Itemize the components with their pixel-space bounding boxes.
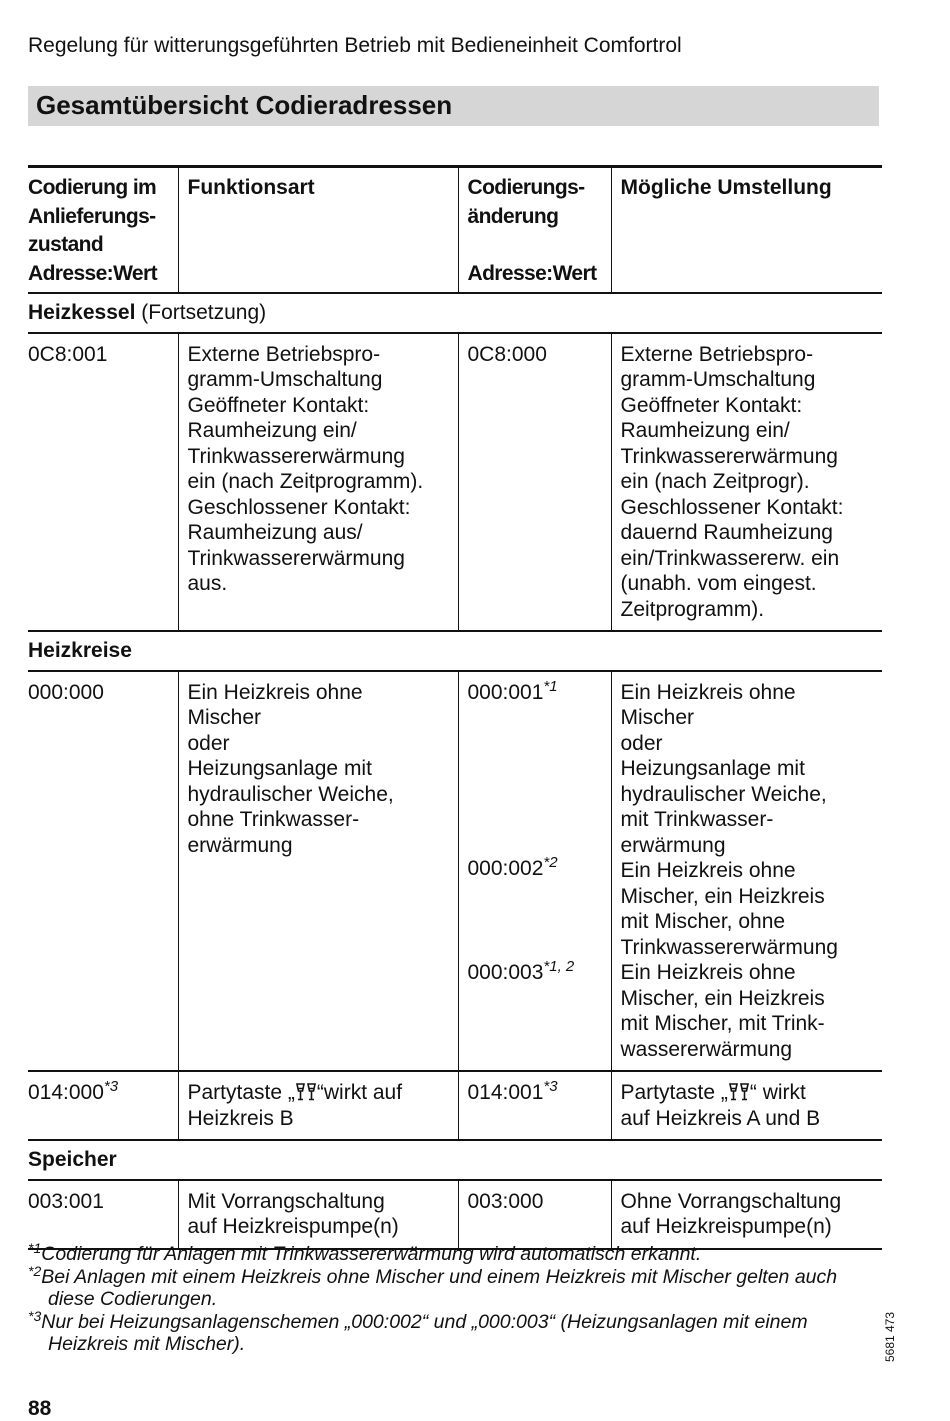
function-cell: Mit Vorrangschaltung auf Heizkreispumpe(n) (178, 1180, 458, 1249)
group-row-speicher: Speicher (28, 1140, 882, 1180)
header-possible-change: Mögliche Umstellung (611, 167, 882, 294)
section-title-bar (28, 86, 879, 126)
function-cell: Externe Betriebspro- gramm-Umschaltung Geöffneter Kontakt: Raumheizung ein/ Trinkwassererwärmung ein (nach Zeitprogramm). Geschlossener Kontakt: Raumheizung aus/ Trinkwassererwärmung aus. (178, 333, 458, 632)
table-row: 003:001 Mit Vorrangschaltung auf Heizkreispumpe(n) 003:000 Ohne Vorrangschaltung auf Heizkreispumpe(n) (28, 1180, 882, 1249)
group-row-heizkreise: Heizkreise (28, 631, 882, 671)
footnote: $^{*2}$Bei Anlagen mit einem Heizkreis ohne Mischer und einem Heizkreis mit Mischer gelten auch diese Codierungen. (28, 1262, 838, 1310)
footnotes (28, 1240, 868, 1356)
group-row-heizkessel: Heizkessel (Fortsetzung) (28, 293, 882, 333)
coding-address-table (28, 165, 882, 1250)
footnote: $^{*1}$Codierung für Anlagen mit Trinkwassererwärmung wird automatisch erkannt. (28, 1240, 702, 1265)
header-coding-change: Codierungs- änderung Adresse:Wert (458, 167, 611, 294)
change-cell: Partytaste „ “ wirkt auf Heizkreis A und B (611, 1071, 882, 1140)
change-cell: Ohne Vorrangschaltung auf Heizkreispumpe(n) (611, 1180, 882, 1249)
change-cell: Ein Heizkreis ohne Mischer oder Heizungsanlage mit hydraulischer Weiche, mit Trinkwasser- erwärmung Ein Heizkreis ohne Mischer, ein Heizkreis mit Mischer, ohne Trinkwassererwärmung Ein Heizkreis ohne Mischer, ein Heizkreis mit Mischer, mit Trink- wassererwärmung (611, 671, 882, 1072)
document-header: Regelung für witterungsgeführten Betrieb mit Bedieneinheit Comfortrol (28, 34, 682, 57)
party-glasses-icon (728, 1082, 750, 1102)
table-header-row (28, 167, 882, 294)
table-row: 0C8:001 Externe Betriebspro- gramm-Umschaltung Geöffneter Kontakt: Raumheizung ein/ Trinkwassererwärmung ein (nach Zeitprogramm). Geschlossener Kontakt: Raumheizung aus/ Trinkwassererwärmung aus. 0C8:000 Externe Betriebspro- gramm-Umschaltung Geöffneter Kontakt: Raumheizung ein/ Trinkwassererwärmung ein (nach Zeitprogr). Geschlossener Kontakt: dauernd Raumheizung ein/Trinkwassererw. ein (unabh. vom eingest. Zeitprogramm). (28, 333, 882, 632)
header-function-type: Funktionsart (178, 167, 458, 294)
footnote: $^{*3}$Nur bei Heizungsanlagenschemen „000:002“ und „000:003“ (Heizungsanlagen mit einem Heizkreis mit Mischer). (28, 1307, 808, 1355)
document-code: 5681 473 (883, 1311, 898, 1363)
table-row: 000:000 Ein Heizkreis ohne Mischer oder Heizungsanlage mit hydraulischer Weiche, ohne Trinkwasser- erwärmung 000:001$^{*1}$ 000:002$^{*2}$ 000:003$^{*1, 2}$ Ein Heizkreis ohne Mischer oder Heizungsanlage mit hydraulischer Weiche, mit Trinkwasser- erwärmung Ein Heizkreis ohne Mischer, ein Heizkreis mit Mischer, ohne Trinkwassererwärmung Ein Heizkreis ohne Mischer, ein Heizkreis mit Mischer, mit Trink- wassererwärmung (28, 671, 882, 1072)
page-number: 88 (28, 1397, 52, 1420)
change-cell: Externe Betriebspro- gramm-Umschaltung Geöffneter Kontakt: Raumheizung ein/ Trinkwassererwärmung ein (nach Zeitprogr). Geschlossener Kontakt: dauernd Raumheizung ein/Trinkwassererw. ein (unabh. vom eingest. Zeitprogramm). (611, 333, 882, 632)
table-row: 014:000$^{*3}$ Partytaste „ “wirkt auf Heizkreis B 014:001$^{*3}$ Partytaste „ “ wirkt auf Heizkreis A und B (28, 1071, 882, 1140)
section-title: Gesamtübersicht Codieradressen (36, 90, 453, 120)
function-cell: Ein Heizkreis ohne Mischer oder Heizungsanlage mit hydraulischer Weiche, ohne Trinkwasser- erwärmung (178, 671, 458, 1072)
function-cell: Partytaste „ “wirkt auf Heizkreis B (178, 1071, 458, 1140)
coding-change-cell: 000:001$^{*1}$ 000:002$^{*2}$ 000:003$^{*1, 2}$ (458, 671, 611, 1072)
header-default-coding: Codierung im Anlieferungs- zustand Adresse:Wert (28, 167, 178, 294)
party-glasses-icon (295, 1082, 317, 1102)
